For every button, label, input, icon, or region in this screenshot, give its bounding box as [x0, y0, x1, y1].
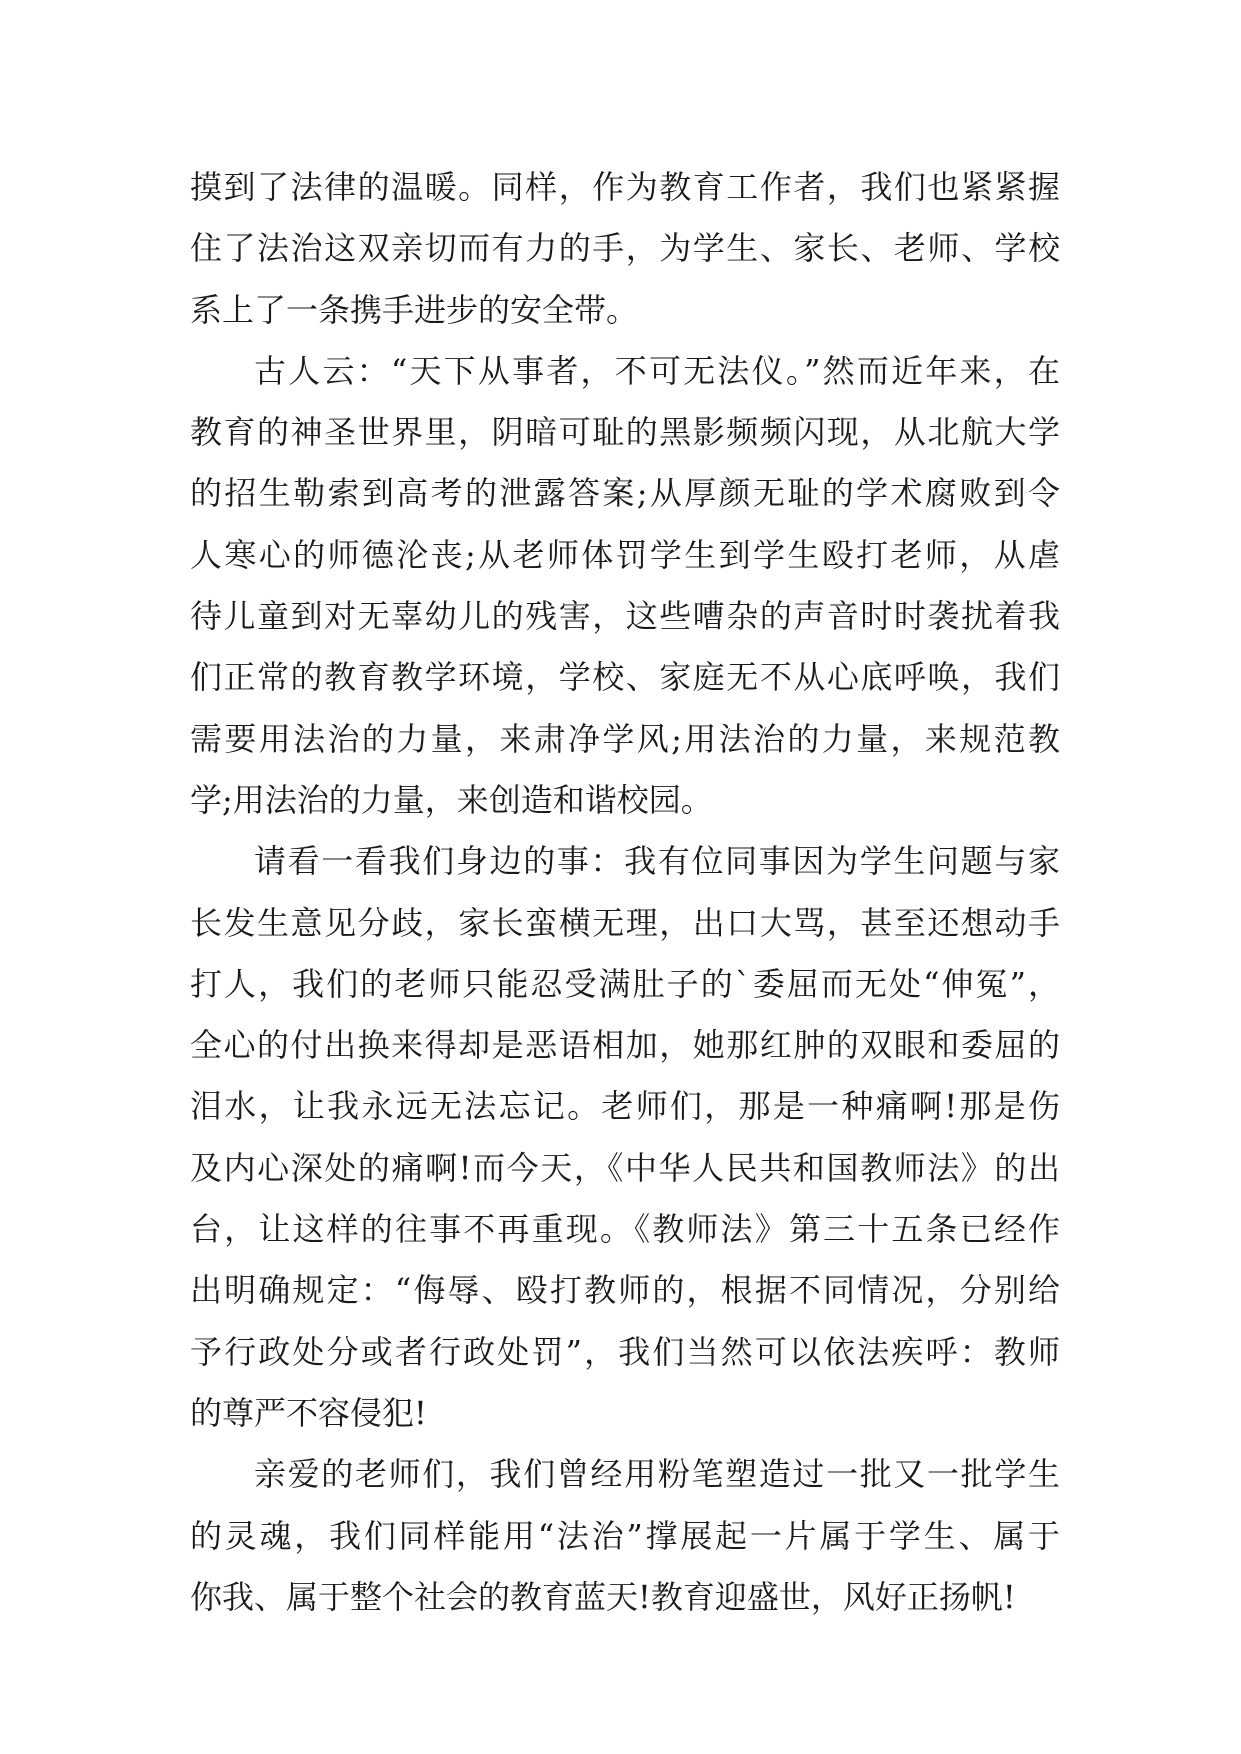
- text-line: 你我、属于整个社会的教育蓝天!教育迎盛世，风好正扬帆!: [190, 1577, 1016, 1616]
- text-line: 系上了一条携手进步的安全带。: [190, 290, 639, 329]
- text-line: 需要用法治的力量，来肃净学风;用法治的力量，来规范教: [190, 719, 1060, 758]
- text-line: 打人，我们的老师只能忍受满肚子的`委屈而无处“伸冤”，: [190, 964, 1060, 1003]
- text-line: 教育的神圣世界里，阴暗可耻的黑影频频闪现，从北航大学: [190, 413, 1060, 452]
- text-line: 泪水，让我永远无法忘记。老师们，那是一种痛啊!那是伤: [190, 1087, 1060, 1126]
- text-line: 台，让这样的往事不再重现。《教师法》第三十五条已经作: [190, 1210, 1060, 1249]
- text-line: 予行政处分或者行政处罚”，我们当然可以依法疾呼：教师: [190, 1332, 1060, 1371]
- text-line: 人寒心的师德沦丧;从老师体罚学生到学生殴打老师，从虐: [190, 535, 1060, 574]
- paragraph: [190, 341, 1060, 831]
- paragraph: [190, 831, 1060, 1444]
- body-text: [190, 157, 1060, 1628]
- text-line: 待儿童到对无辜幼儿的残害，这些嘈杂的声音时时袭扰着我: [190, 597, 1060, 636]
- text-line: 的灵魂，我们同样能用“法治”撑展起一片属于学生、属于: [190, 1516, 1060, 1555]
- text-line: 长发生意见分歧，家长蛮横无理，出口大骂，甚至还想动手: [190, 903, 1060, 942]
- text-line: 学;用法治的力量，来创造和谐校园。: [190, 780, 713, 819]
- text-line: 古人云：“天下从事者，不可无法仪。”然而近年来，在: [254, 351, 1060, 390]
- text-line: 住了法治这双亲切而有力的手，为学生、家长、老师、学校: [190, 229, 1060, 268]
- text-line: 们正常的教育教学环境，学校、家庭无不从心底呼唤，我们: [190, 658, 1060, 697]
- paragraph: [190, 157, 1060, 341]
- text-line: 的尊严不容侵犯!: [190, 1393, 427, 1432]
- text-line: 请看一看我们身边的事：我有位同事因为学生问题与家: [254, 842, 1060, 881]
- text-line: 亲爱的老师们，我们曾经用粉笔塑造过一批又一批学生: [254, 1455, 1060, 1494]
- text-line: 出明确规定：“侮辱、殴打教师的，根据不同情况，分别给: [190, 1271, 1060, 1310]
- text-line: 摸到了法律的温暖。同样，作为教育工作者，我们也紧紧握: [190, 168, 1060, 206]
- text-line: 及内心深处的痛啊!而今天，《中华人民共和国教师法》的出: [190, 1148, 1060, 1187]
- text-line: 的招生勒索到高考的泄露答案;从厚颜无耻的学术腐败到令: [190, 474, 1060, 513]
- text-line: 全心的付出换来得却是恶语相加，她那红肿的双眼和委屈的: [190, 1026, 1060, 1065]
- paragraph: [190, 1444, 1060, 1628]
